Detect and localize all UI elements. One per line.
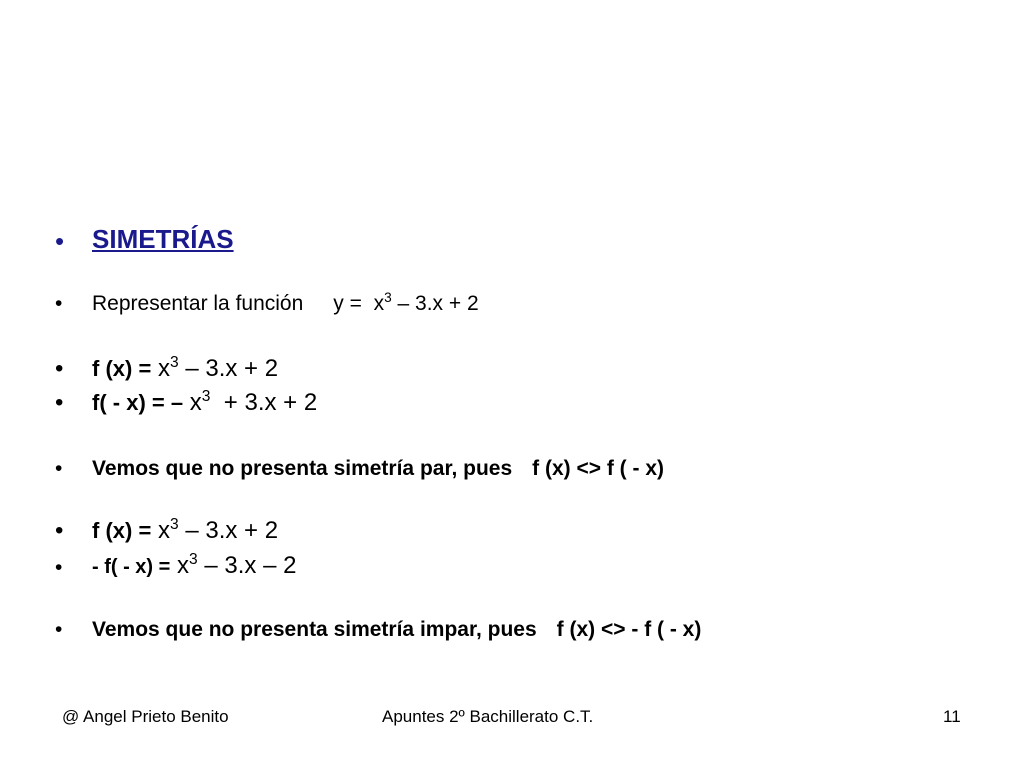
minus-f-minus-x-expression <box>92 552 296 580</box>
function-exponent: 3 <box>384 290 392 305</box>
statement-text <box>92 292 479 316</box>
minus-f-minus-x-exponent: 3 <box>189 551 198 568</box>
conclusion-impar-condition: f (x) <> - f ( - x) <box>556 618 702 641</box>
fx-exponent: 3 <box>169 354 179 371</box>
footer-course: Apuntes 2º Bachillerato C.T. <box>382 707 594 726</box>
fx-expression-2 <box>92 517 278 545</box>
f-minus-x-expression <box>92 389 317 417</box>
f-minus-x-x: x <box>189 389 202 416</box>
minus-f-minus-x-x: x <box>177 552 190 579</box>
bullet: • <box>55 556 63 579</box>
fx-lhs-2: f (x) = <box>92 518 152 543</box>
f-minus-x-exponent: 3 <box>201 388 211 405</box>
function-rest: – 3.x + 2 <box>397 292 479 315</box>
footer-page-number: 11 <box>943 707 961 726</box>
bullet: • <box>55 355 64 382</box>
bullet: • <box>55 389 64 416</box>
fx-lhs: f (x) = <box>92 356 152 381</box>
conclusion-impar <box>92 618 701 642</box>
conclusion-par-condition: f (x) <> f ( - x) <box>532 457 665 480</box>
fx-exponent-2: 3 <box>169 516 179 533</box>
statement-label: Representar la función <box>92 292 304 315</box>
bullet: • <box>55 517 64 544</box>
fx-rest-2: – 3.x + 2 <box>185 517 279 544</box>
fx-x-2: x <box>157 517 170 544</box>
minus-f-minus-x-lhs: - f( - x) = <box>92 556 171 578</box>
bullet: • <box>55 457 63 480</box>
function-lhs: y = <box>333 292 362 315</box>
minus-f-minus-x-rest: – 3.x – 2 <box>204 552 297 579</box>
footer-author: @ Angel Prieto Benito <box>62 707 229 726</box>
fx-x: x <box>157 355 170 382</box>
conclusion-par-text: Vemos que no presenta simetría par, pues <box>92 457 513 480</box>
bullet: • <box>55 292 63 315</box>
fx-expression <box>92 355 278 383</box>
conclusion-par <box>92 457 664 481</box>
fx-rest: – 3.x + 2 <box>185 355 279 382</box>
bullet: • <box>55 226 65 256</box>
function-x: x <box>373 292 385 315</box>
conclusion-impar-text: Vemos que no presenta simetría impar, pues <box>92 618 537 641</box>
f-minus-x-lhs: f( - x) = – <box>92 390 184 415</box>
bullet: • <box>55 618 63 641</box>
f-minus-x-rest: + 3.x + 2 <box>223 389 318 416</box>
section-title: SIMETRÍAS <box>92 224 234 254</box>
